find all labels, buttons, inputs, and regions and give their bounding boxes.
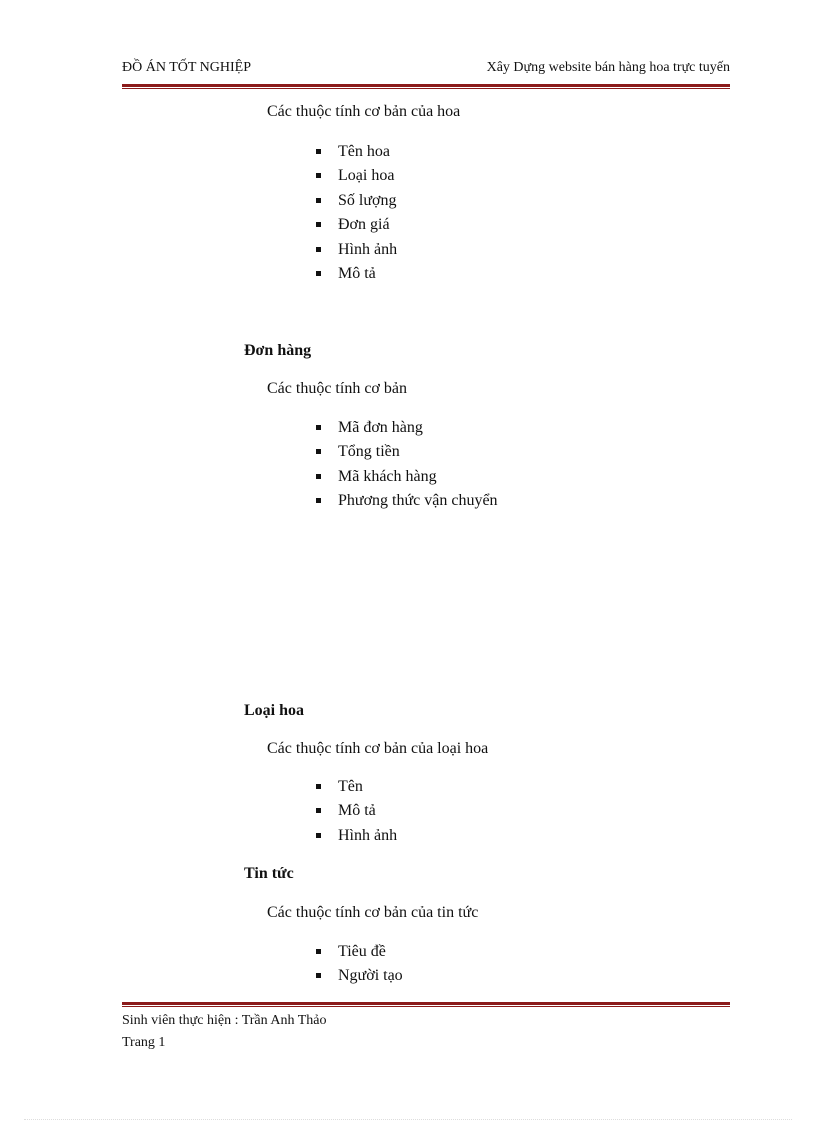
- bullet-square-icon: [316, 949, 321, 954]
- bullet-square-icon: [316, 247, 321, 252]
- bullet-square-icon: [316, 973, 321, 978]
- list-item: Tên: [314, 775, 397, 799]
- list-item: Người tạo: [314, 964, 403, 988]
- bullet-square-icon: [316, 498, 321, 503]
- footer-page-number: Trang 1: [122, 1035, 166, 1050]
- bullet-square-icon: [316, 198, 321, 203]
- list-item: Mô tả: [314, 799, 397, 823]
- bullet-square-icon: [316, 449, 321, 454]
- list-item: Tổng tiền: [314, 440, 498, 464]
- don-hang-attribute-list: [314, 416, 498, 514]
- footer-divider: [122, 1002, 730, 1008]
- hoa-attribute-list: [314, 140, 397, 286]
- list-item: Hình ảnh: [314, 824, 397, 848]
- list-item: Mã đơn hàng: [314, 416, 498, 440]
- page-bottom-edge: [24, 1119, 792, 1120]
- bullet-square-icon: [316, 833, 321, 838]
- bullet-square-icon: [316, 474, 321, 479]
- hoa-intro: Các thuộc tính cơ bản của hoa: [267, 103, 461, 120]
- loai-hoa-attribute-list: [314, 775, 397, 848]
- page-footer: [122, 1010, 327, 1054]
- bullet-square-icon: [316, 271, 321, 276]
- bullet-square-icon: [316, 173, 321, 178]
- bullet-square-icon: [316, 149, 321, 154]
- bullet-square-icon: [316, 222, 321, 227]
- don-hang-heading: Đơn hàng: [244, 342, 312, 359]
- loai-hoa-heading: Loại hoa: [244, 702, 305, 719]
- list-item: Số lượng: [314, 189, 397, 213]
- page-header: [122, 60, 730, 80]
- header-document-title: Xây Dựng website bán hàng hoa trực tuyến: [486, 60, 730, 75]
- list-item: Hình ảnh: [314, 238, 397, 262]
- tin-tuc-heading: Tin tức: [244, 865, 294, 882]
- list-item: Đơn giá: [314, 213, 397, 237]
- bullet-square-icon: [316, 808, 321, 813]
- list-item: Mã khách hàng: [314, 465, 498, 489]
- don-hang-intro: Các thuộc tính cơ bản: [267, 380, 407, 397]
- list-item: Mô tả: [314, 262, 397, 286]
- loai-hoa-intro: Các thuộc tính cơ bản của loại hoa: [267, 740, 489, 757]
- bullet-square-icon: [316, 784, 321, 789]
- list-item: Phương thức vận chuyển: [314, 489, 498, 513]
- list-item: Loại hoa: [314, 164, 397, 188]
- tin-tuc-intro: Các thuộc tính cơ bản của tin tức: [267, 904, 479, 921]
- list-item: Tên hoa: [314, 140, 397, 164]
- header-divider: [122, 84, 730, 90]
- footer-author: Sinh viên thực hiện : Trần Anh Thảo: [122, 1013, 327, 1028]
- header-project-label: ĐỒ ÁN TỐT NGHIỆP: [122, 60, 251, 75]
- tin-tuc-attribute-list: [314, 940, 403, 989]
- list-item: Tiêu đề: [314, 940, 403, 964]
- bullet-square-icon: [316, 425, 321, 430]
